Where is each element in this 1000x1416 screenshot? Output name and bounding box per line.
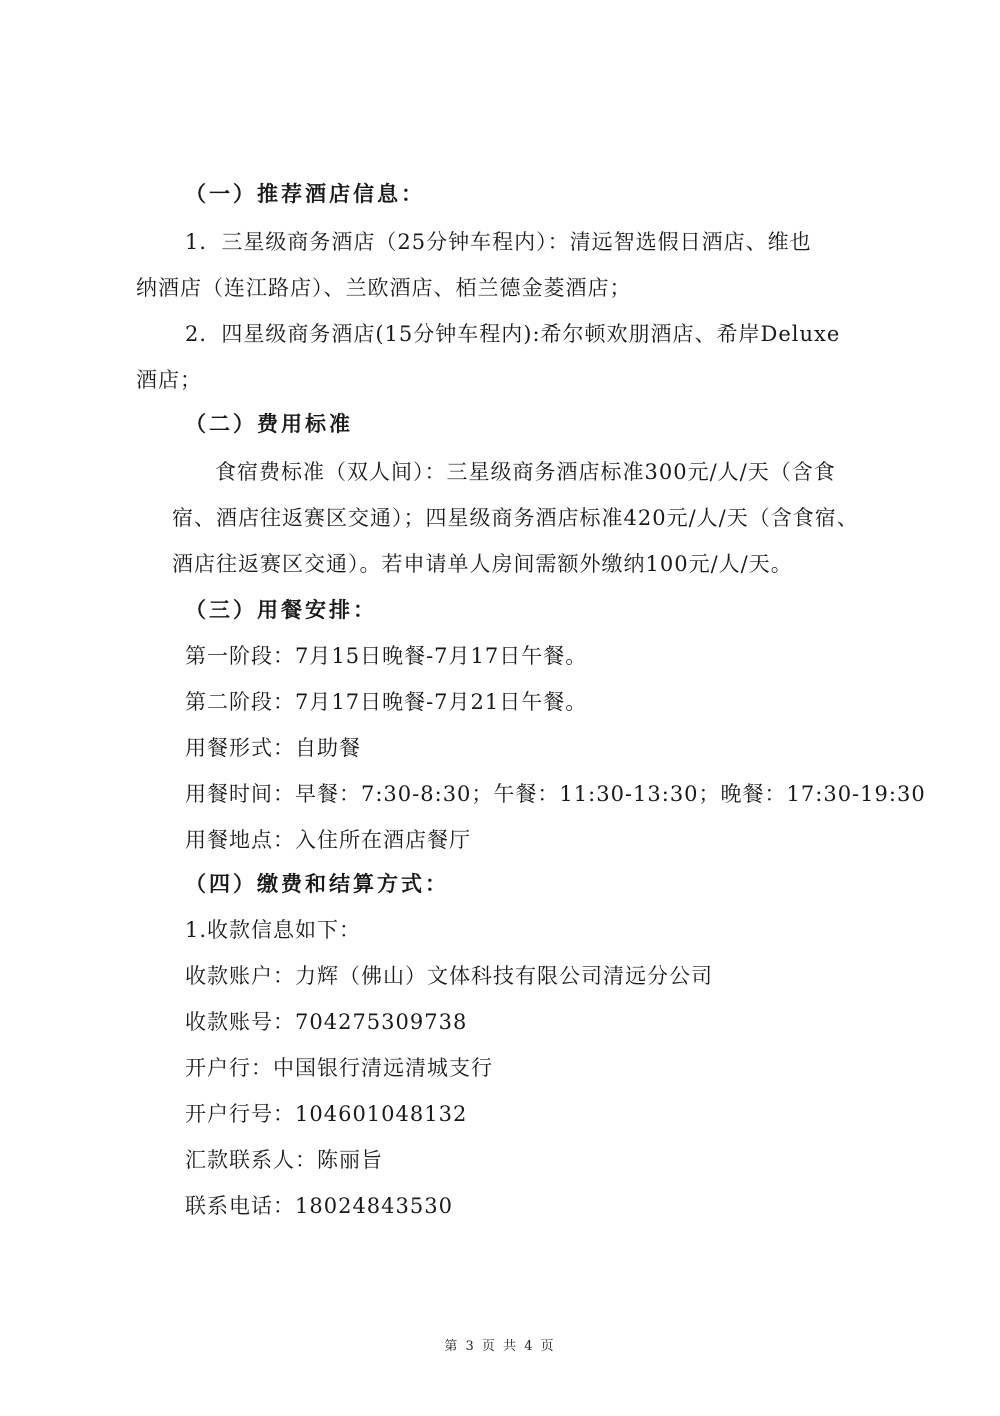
meal-stage-2: 第二阶段：7月17日晚餐-7月21日午餐。	[185, 690, 588, 714]
fee-line-2: 宿、酒店往返赛区交通）；四星级商务酒店标准420元/人/天（含食宿、	[172, 506, 859, 530]
section-heading-fees: （二）费用标准	[185, 411, 353, 436]
hotel-item-1-line-1: 1．三星级商务酒店（25分钟车程内）：清远智选假日酒店、维也	[185, 230, 812, 254]
section-heading-payment: （四）缴费和结算方式：	[185, 871, 449, 896]
payment-bank: 开户行：中国银行清远清城支行	[185, 1056, 493, 1080]
payment-account-name: 收款账户：力辉（佛山）文体科技有限公司清远分公司	[185, 964, 713, 988]
payment-bank-number: 开户行号：104601048132	[185, 1102, 468, 1126]
meal-place: 用餐地点：入住所在酒店餐厅	[185, 828, 471, 852]
meal-time: 用餐时间：早餐：7:30-8:30；午餐：11:30-13:30；晚餐：17:30-19:30	[185, 782, 926, 806]
payment-intro: 1.收款信息如下：	[185, 918, 362, 942]
section-heading-meals: （三）用餐安排：	[185, 597, 377, 622]
hotel-item-2-line-2: 酒店；	[136, 368, 202, 392]
meal-form: 用餐形式：自助餐	[185, 736, 361, 760]
hotel-item-2-line-1: 2．四星级商务酒店(15分钟车程内):希尔顿欢朋酒店、希岸Deluxe	[185, 322, 841, 346]
payment-contact: 汇款联系人：陈丽旨	[185, 1148, 383, 1172]
meal-stage-1: 第一阶段：7月15日晚餐-7月17日午餐。	[185, 644, 588, 668]
fee-line-3: 酒店往返赛区交通）。若申请单人房间需额外缴纳100元/人/天。	[172, 552, 793, 576]
fee-line-1: 食宿费标准（双人间）：三星级商务酒店标准300元/人/天（含食	[215, 460, 836, 484]
section-heading-hotels: （一）推荐酒店信息：	[185, 181, 425, 206]
hotel-item-1-line-2: 纳酒店（连江路店）、兰欧酒店、栢兰德金菱酒店；	[136, 276, 632, 300]
payment-account-number: 收款账号：704275309738	[185, 1010, 468, 1034]
page-number-footer: 第 3 页 共 4 页	[444, 1339, 556, 1354]
payment-phone: 联系电话：18024843530	[185, 1194, 453, 1218]
